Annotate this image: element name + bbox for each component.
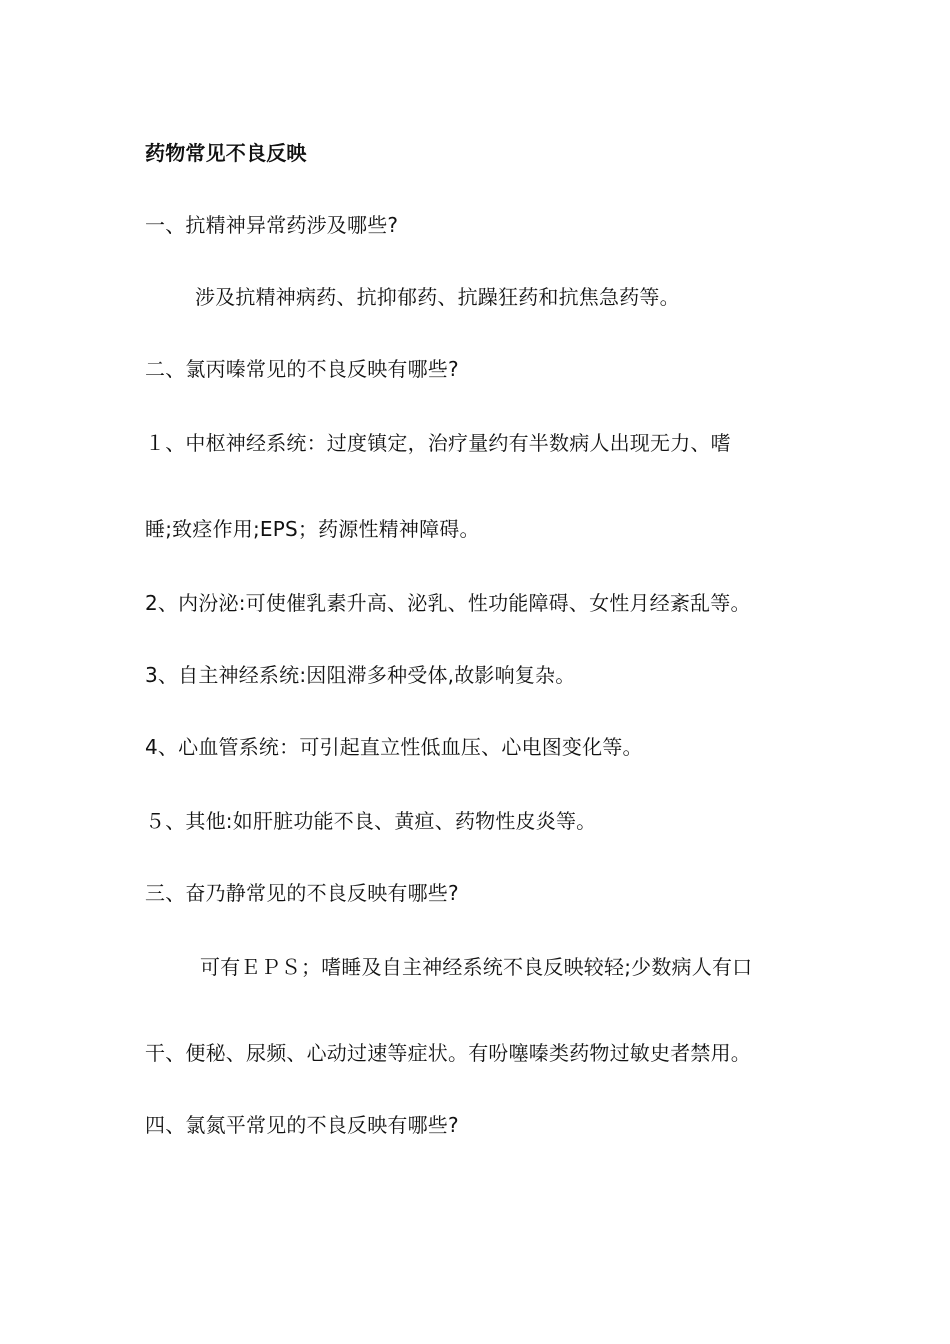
list-item-1: １、中枢神经系统：过度镇定，治疗量约有半数病人出现无力、嗜	[145, 431, 731, 455]
list-item-2: 2、内汾泌:可使催乳素升高、泌乳、性功能障碍、女性月经紊乱等。	[145, 591, 751, 615]
list-item-4: 4、心血管系统：可引起直立性低血压、心电图变化等。	[145, 735, 643, 759]
paragraph-line: 可有ＥＰＳ；嗜睡及自主神经系统不良反映较轻;少数病人有口	[200, 955, 753, 979]
document-title: 药物常见不良反映	[145, 141, 307, 165]
section-heading-4: 四、氯氮平常见的不良反映有哪些?	[145, 1113, 459, 1137]
list-item-3: 3、自主神经系统:因阻滞多种受体,故影响复杂。	[145, 663, 576, 687]
paragraph-line: 涉及抗精神病药、抗抑郁药、抗躁狂药和抗焦急药等。	[195, 285, 680, 309]
list-item-5: ５、其他:如肝脏功能不良、黄疸、药物性皮炎等。	[145, 809, 597, 833]
section-heading-2: 二、氯丙嗪常见的不良反映有哪些?	[145, 357, 459, 381]
section-heading-3: 三、奋乃静常见的不良反映有哪些?	[145, 881, 459, 905]
list-item-1-continued: 睡;致痉作用;EPS；药源性精神障碍。	[145, 517, 480, 541]
paragraph-line-continued: 干、便秘、尿频、心动过速等症状。有吩噻嗪类药物过敏史者禁用。	[145, 1041, 751, 1065]
section-heading-1: 一、抗精神异常药涉及哪些?	[145, 213, 399, 237]
